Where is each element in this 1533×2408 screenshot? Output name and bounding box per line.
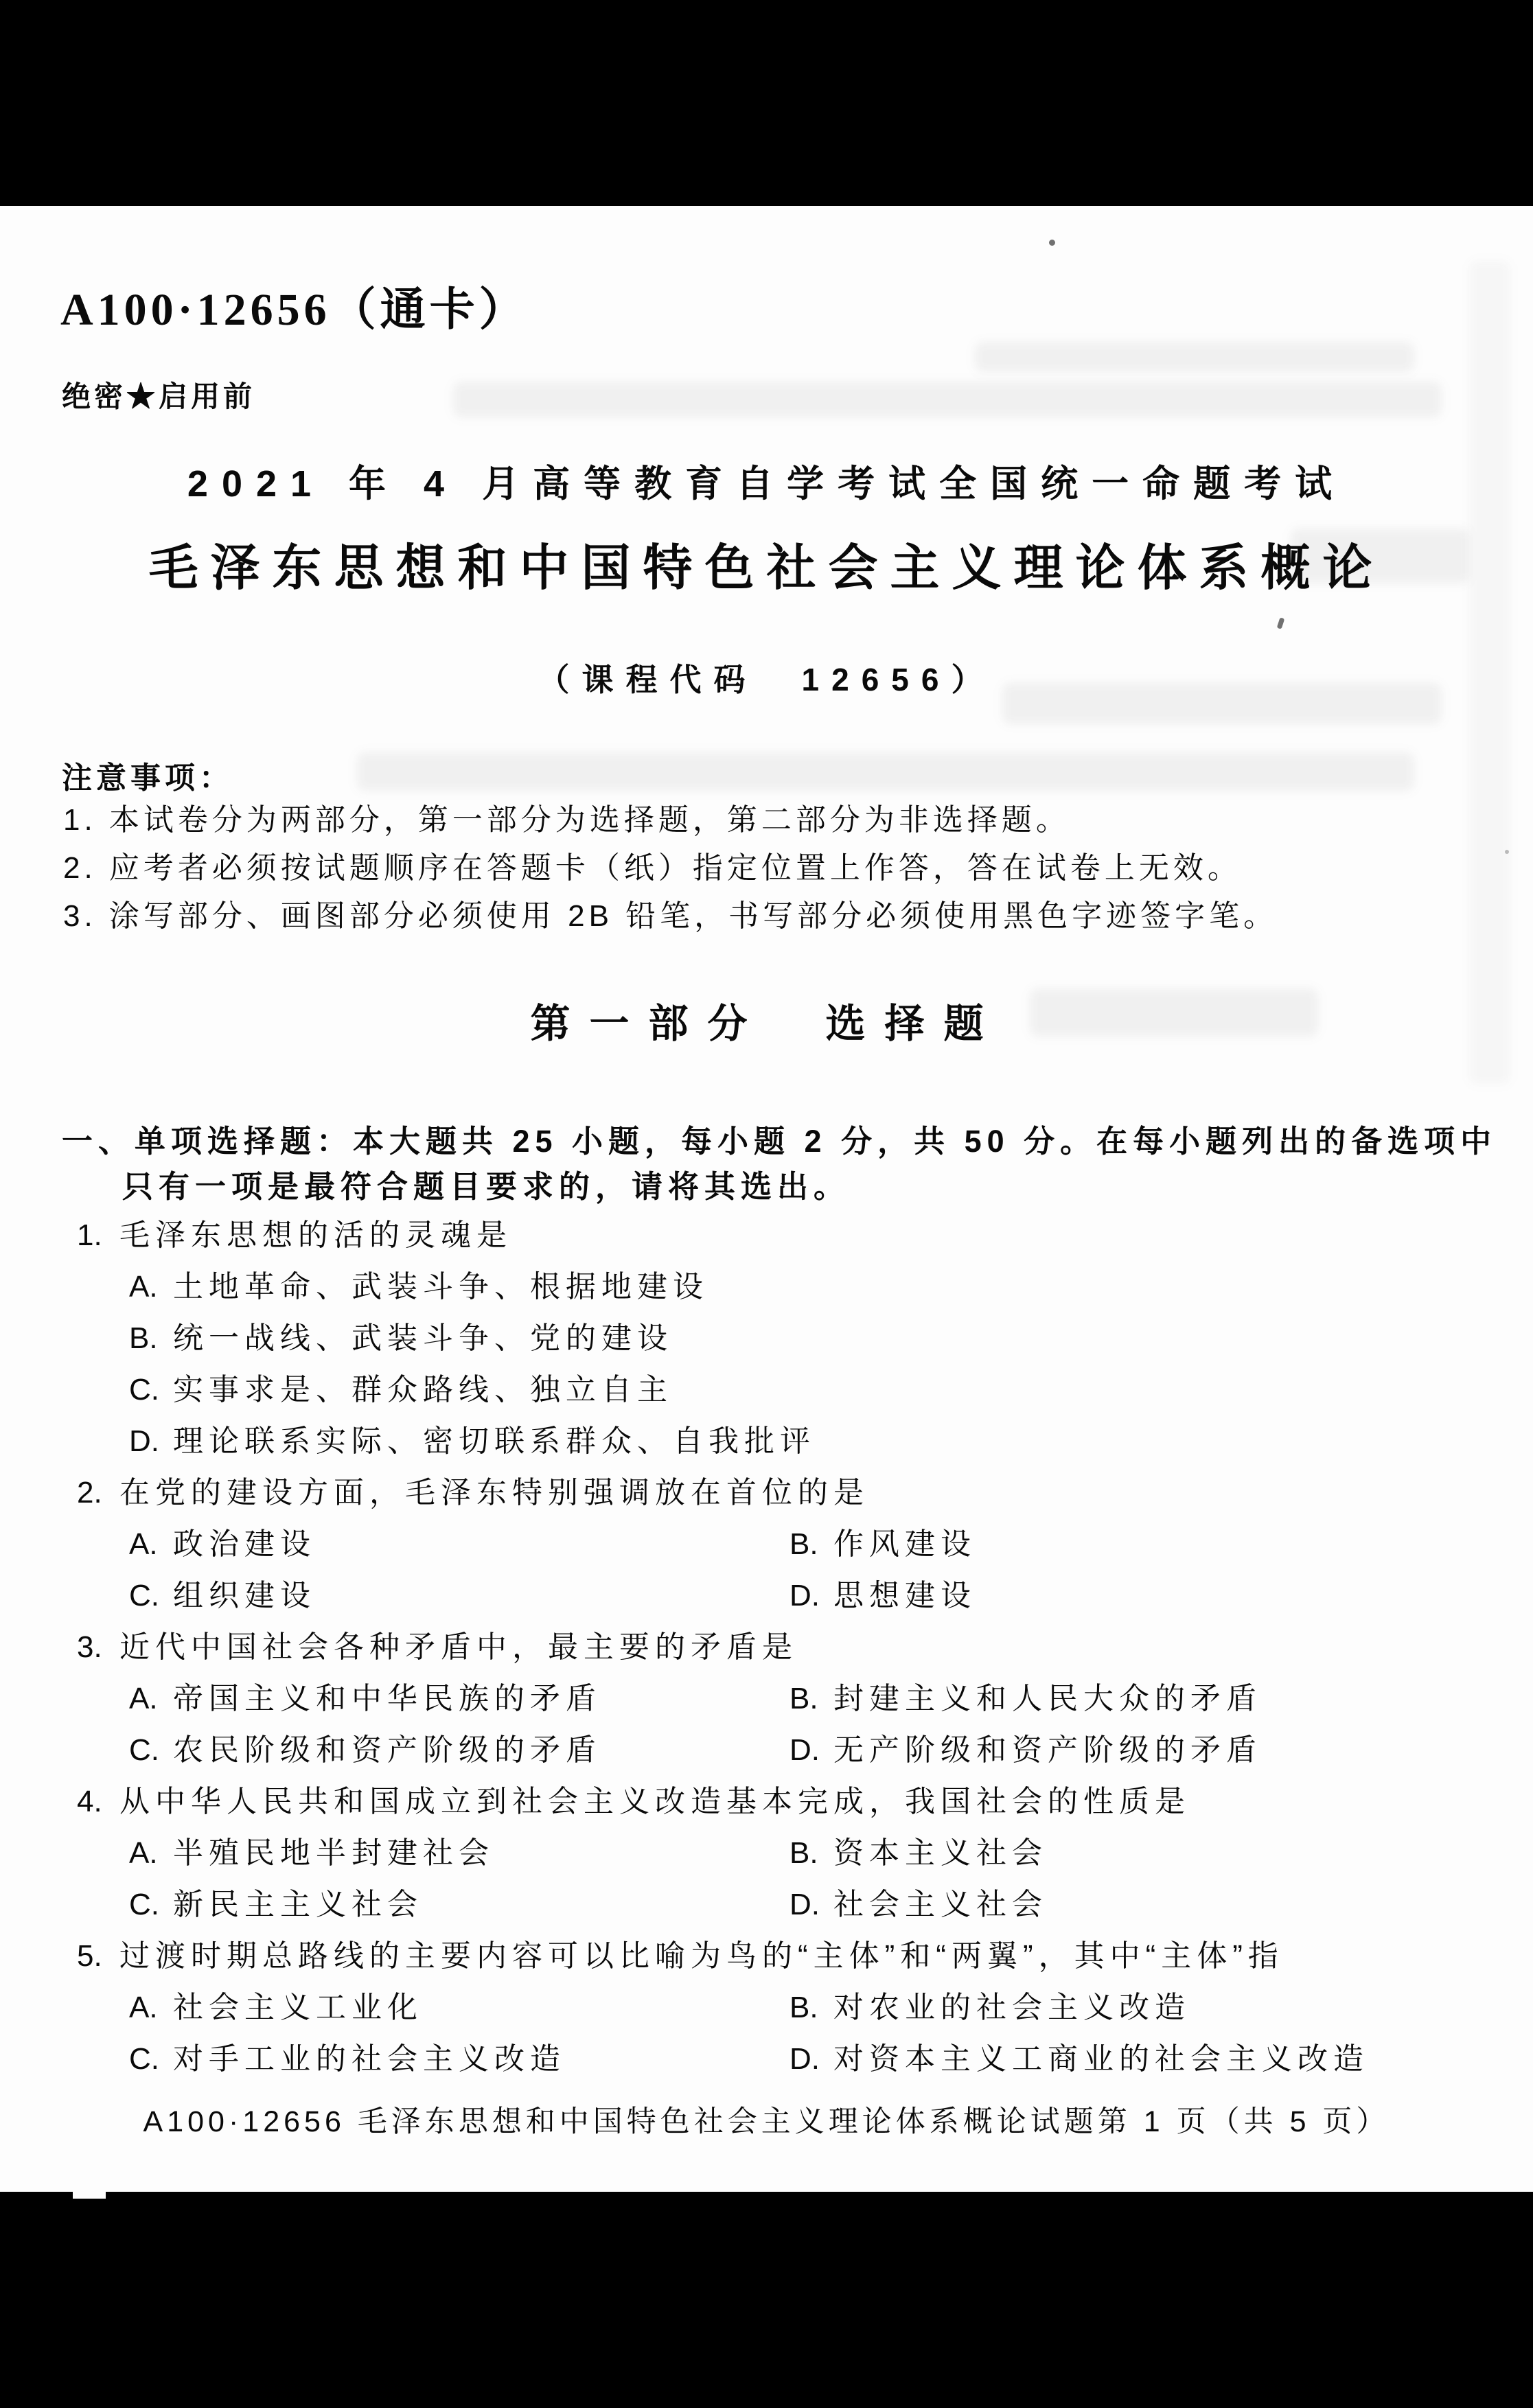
option-label: D. [789, 1888, 820, 1921]
scan-band-notch [73, 2192, 106, 2199]
option-text: 社会主义工业化 [173, 1991, 423, 2024]
option-text: 理论联系实际、密切联系群众、自我批评 [173, 1424, 816, 1458]
option-b [789, 1827, 1048, 1879]
option-a [129, 1827, 789, 1879]
option-label: C. [129, 1373, 159, 1406]
note-item-1: 1. 本试卷分为两部分，第一部分为选择题，第二部分为非选择题。 [63, 803, 1070, 837]
option-text: 对手工业的社会主义改造 [173, 2042, 566, 2076]
option-label: C. [129, 1579, 159, 1612]
option-label: A. [129, 1836, 158, 1870]
directions-line-2: 只有一项是最符合题目要求的，请将其选出。 [122, 1169, 851, 1204]
paper-code: A100·12656（通卡） [60, 285, 529, 335]
option-text: 新民主主义社会 [173, 1888, 423, 1921]
scan-black-band-top [0, 0, 1533, 206]
option-c [129, 1570, 789, 1621]
option-label: D. [789, 2042, 820, 2076]
option-text: 封建主义和人民大众的矛盾 [833, 1682, 1262, 1715]
option-label: A. [129, 1682, 158, 1715]
question-number: 5. [77, 1939, 102, 1973]
question-4 [0, 1776, 1533, 1930]
question-2 [0, 1467, 1533, 1621]
option-text: 组织建设 [173, 1579, 316, 1612]
question-3 [0, 1621, 1533, 1776]
option-label: B. [129, 1321, 158, 1355]
option-d [789, 1879, 1048, 1930]
option-d [789, 1570, 976, 1621]
option-b [789, 1982, 1190, 2033]
option-text: 帝国主义和中华民族的矛盾 [173, 1682, 601, 1715]
option-a [129, 1982, 789, 2033]
option-label: D. [789, 1579, 820, 1612]
option-label: A. [129, 1991, 158, 2024]
option-label: B. [789, 1527, 818, 1561]
option-text: 农民阶级和资产阶级的矛盾 [173, 1733, 601, 1767]
option-text: 作风建设 [833, 1527, 976, 1561]
option-d [789, 1724, 1262, 1776]
question-stem: 毛泽东思想的活的灵魂是 [119, 1218, 512, 1252]
question-number: 2. [77, 1476, 102, 1509]
question-1 [0, 1209, 1533, 1467]
option-label: C. [129, 1733, 159, 1767]
question-stem: 从中华人民共和国成立到社会主义改造基本完成，我国社会的性质是 [119, 1785, 1190, 1818]
option-label: A. [129, 1270, 158, 1304]
scan-black-band-bottom [0, 2192, 1533, 2408]
option-label: C. [129, 2042, 159, 2076]
option-text: 思想建设 [833, 1579, 976, 1612]
option-text: 对资本主义工商业的社会主义改造 [833, 2042, 1369, 2076]
option-label: B. [789, 1836, 818, 1870]
option-b [789, 1518, 976, 1570]
directions-block [0, 1119, 1533, 1209]
exam-title: 毛泽东思想和中国特色社会主义理论体系概论 [148, 541, 1385, 596]
option-label: D. [129, 1424, 159, 1458]
question-number: 4. [77, 1785, 102, 1818]
option-b [789, 1673, 1262, 1724]
option-d [0, 1415, 1533, 1467]
option-c [129, 2033, 789, 2085]
option-text: 实事求是、群众路线、独立自主 [173, 1373, 673, 1406]
option-a [0, 1261, 1533, 1312]
option-text: 社会主义社会 [833, 1888, 1048, 1921]
secrecy-label: 绝密★启用前 [62, 380, 256, 413]
option-label: B. [789, 1991, 818, 2024]
notes-block [0, 761, 1533, 940]
page-footer: A100·12656 毛泽东思想和中国特色社会主义理论体系概论试题第 1 页（共 5 页） [143, 2105, 1390, 2138]
option-b [0, 1312, 1533, 1364]
option-c [129, 1724, 789, 1776]
option-label: D. [789, 1733, 820, 1767]
option-text: 政治建设 [173, 1527, 316, 1561]
option-text: 对农业的社会主义改造 [833, 1991, 1190, 2024]
option-label: B. [789, 1682, 818, 1715]
question-stem: 在党的建设方面，毛泽东特别强调放在首位的是 [119, 1476, 869, 1509]
question-5 [0, 1930, 1533, 2085]
question-number: 3. [77, 1630, 102, 1664]
section-title: 第一部分 选择题 [530, 1002, 1003, 1046]
option-a [129, 1518, 789, 1570]
option-c [0, 1364, 1533, 1415]
question-number: 1. [77, 1218, 102, 1252]
option-label: A. [129, 1527, 158, 1561]
note-item-2: 2. 应考者必须按试题顺序在答题卡（纸）指定位置上作答，答在试卷上无效。 [63, 851, 1242, 885]
option-text: 半殖民地半封建社会 [173, 1836, 494, 1870]
option-a [129, 1673, 789, 1724]
option-label: C. [129, 1888, 159, 1921]
course-code: （课程代码 12656） [538, 662, 995, 697]
note-item-3: 3. 涂写部分、画图部分必须使用 2B 铅笔，书写部分必须使用黑色字迹签字笔。 [63, 899, 1278, 933]
question-stem: 过渡时期总路线的主要内容可以比喻为鸟的“主体”和“两翼”，其中“主体”指 [119, 1939, 1284, 1973]
directions-line-1: 一、单项选择题：本大题共 25 小题，每小题 2 分，共 50 分。在每小题列出的备选项中 [62, 1124, 1497, 1159]
notes-title: 注意事项： [62, 761, 233, 795]
exam-session-title: 2021 年 4 月高等教育自学考试全国统一命题考试 [187, 463, 1346, 505]
option-text: 资本主义社会 [833, 1836, 1048, 1870]
option-text: 土地革命、武装斗争、根据地建设 [173, 1270, 708, 1304]
question-stem: 近代中国社会各种矛盾中，最主要的矛盾是 [119, 1630, 798, 1664]
option-c [129, 1879, 789, 1930]
page-content [0, 206, 1533, 2138]
option-text: 无产阶级和资产阶级的矛盾 [833, 1733, 1262, 1767]
option-d [789, 2033, 1369, 2085]
option-text: 统一战线、武装斗争、党的建设 [173, 1321, 673, 1355]
